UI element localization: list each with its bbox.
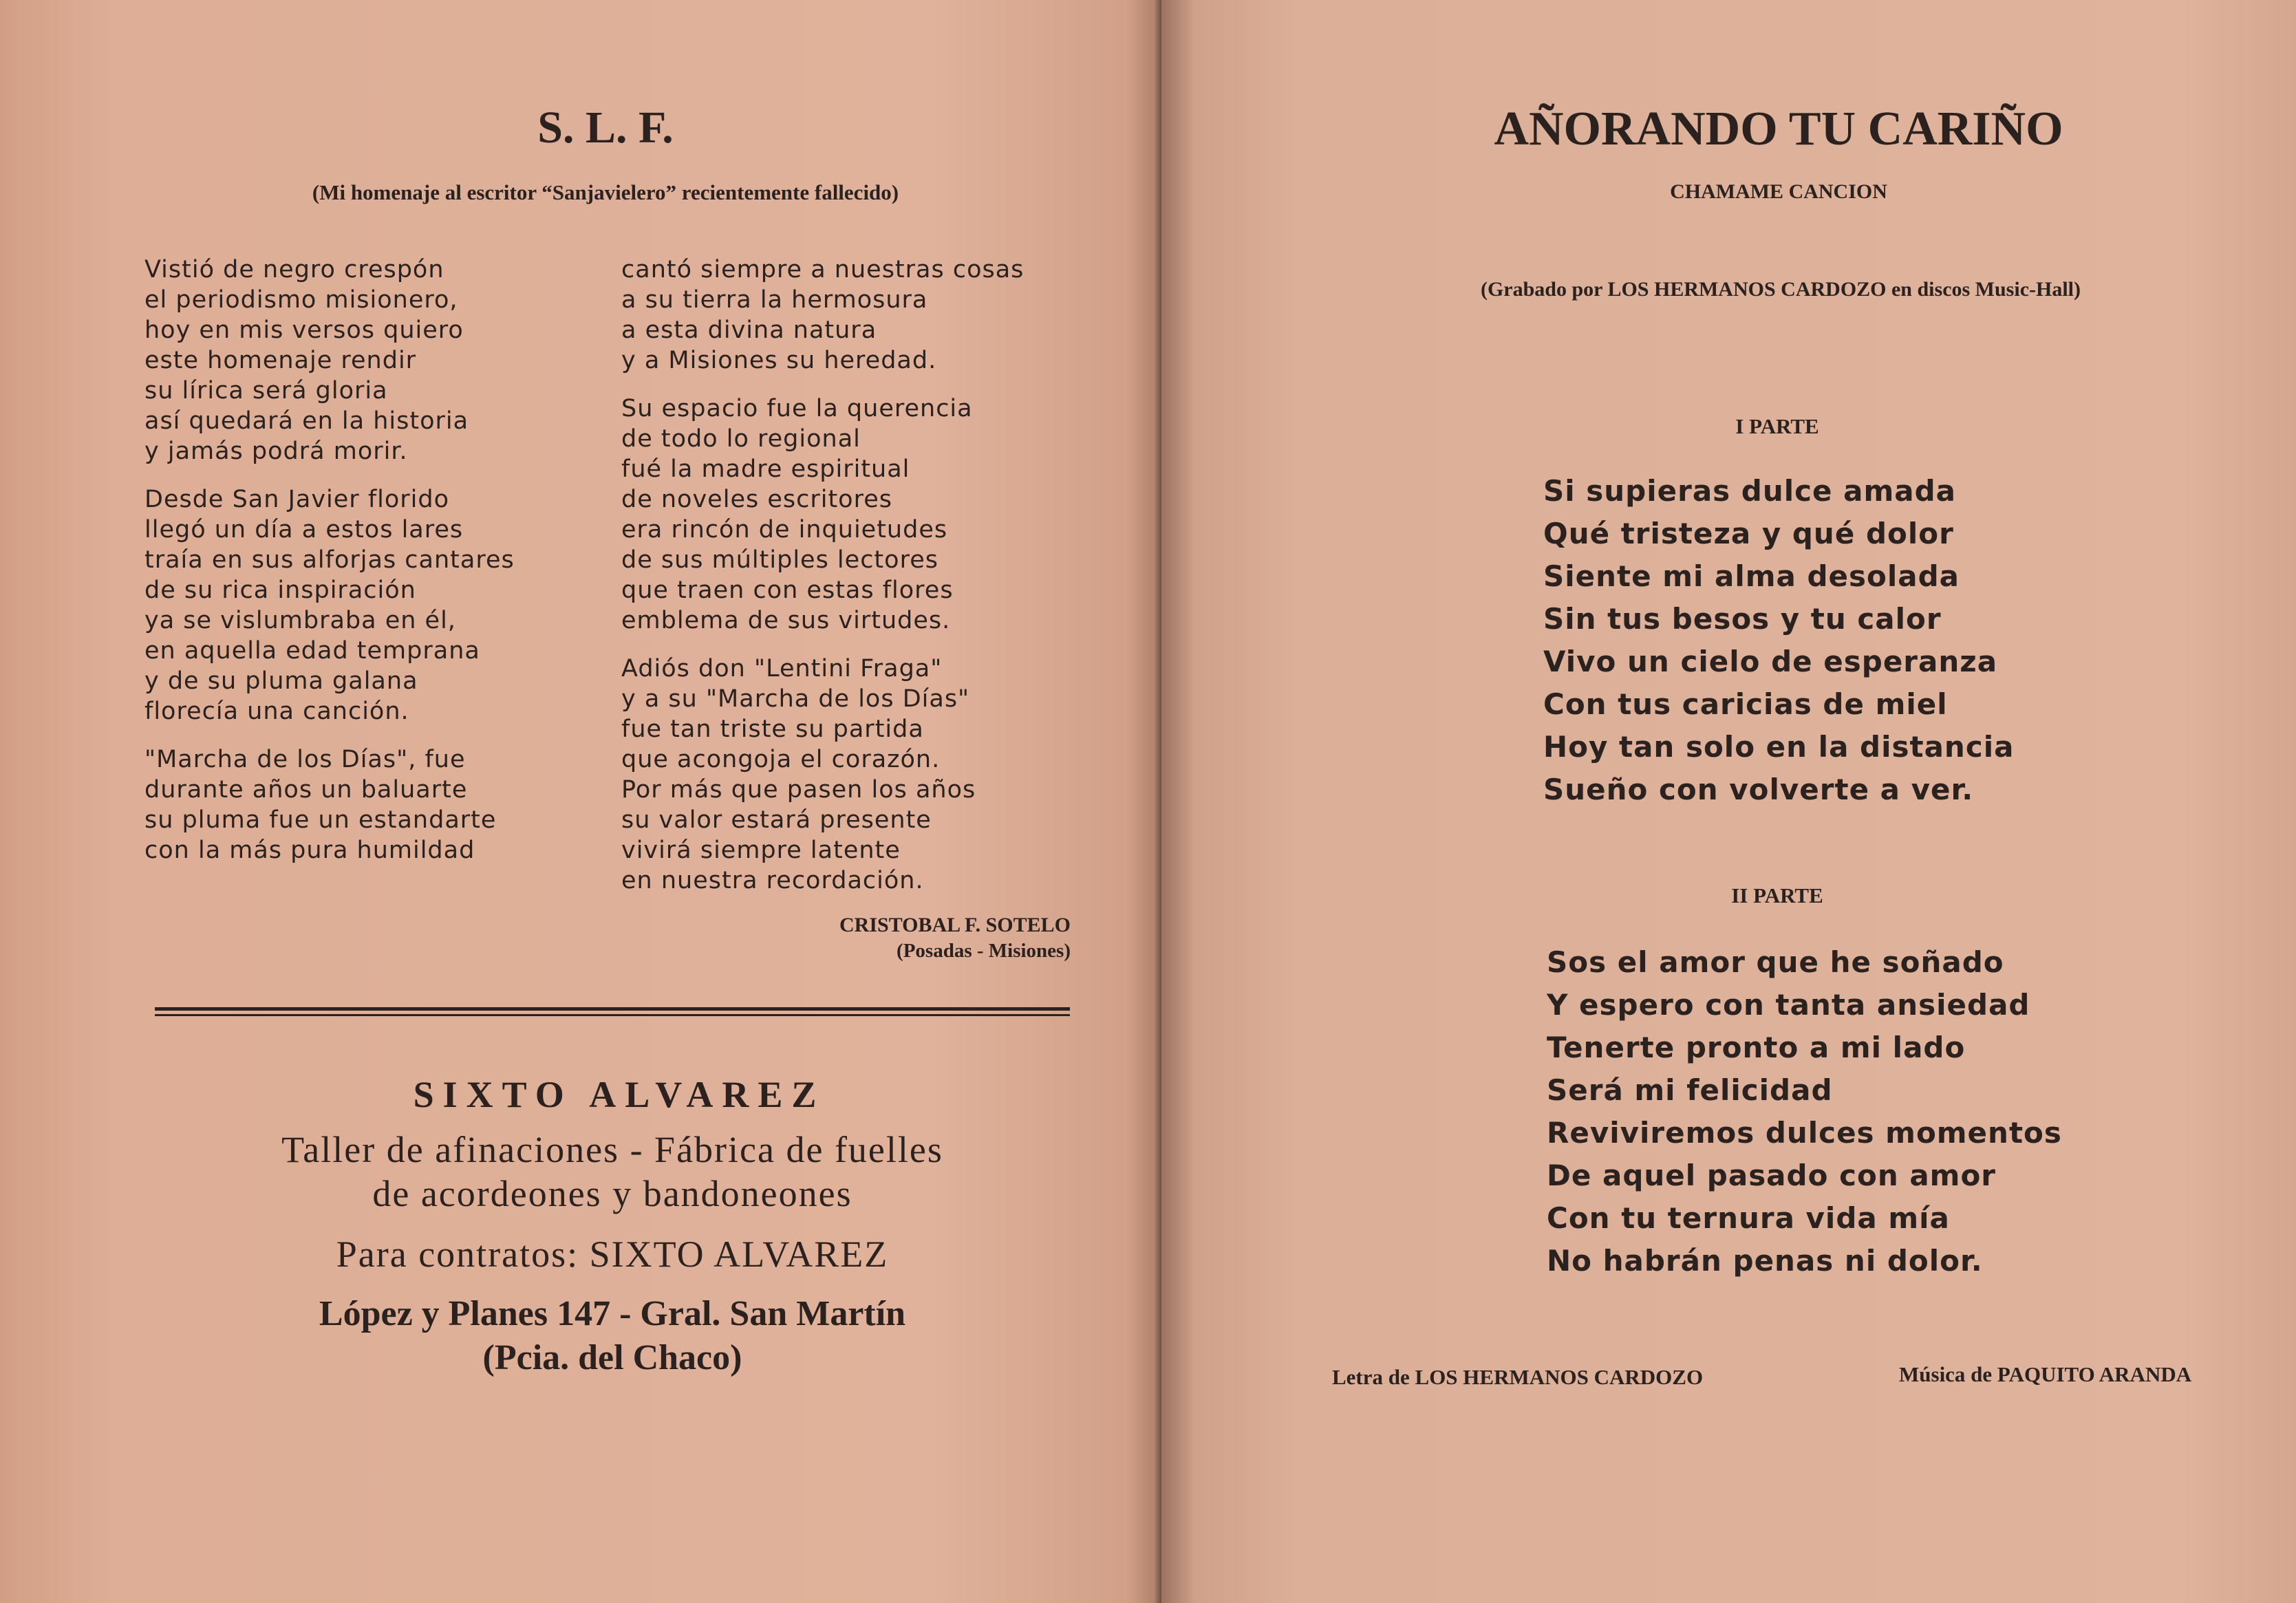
verse-line: el periodismo misionero,: [144, 286, 458, 314]
verse-line: traía en sus alforjas cantares: [144, 546, 515, 574]
verse-line: Su espacio fue la querencia: [621, 395, 973, 422]
verse-line: hoy en mis versos quiero: [144, 316, 464, 344]
verse-line: Si supieras dulce amada: [1543, 474, 1957, 508]
part-2-lyrics: [1547, 941, 2062, 1282]
verse-line: cantó siempre a nuestras cosas: [621, 256, 1024, 283]
music-credit: Música de PAQUITO ARANDA: [1899, 1362, 2192, 1386]
song-title: AÑORANDO TU CARIÑO: [1494, 103, 2063, 155]
verse-line: Adiós don "Lentini Fraga": [621, 655, 943, 682]
verse-line: No habrán penas ni dolor.: [1547, 1244, 1983, 1278]
verse-line: de todo lo regional: [621, 425, 861, 453]
ad-name: SIXTO ALVAREZ: [413, 1074, 826, 1115]
verse-line: Con tu ternura vida mía: [1547, 1201, 1950, 1235]
verse-line: y jamás podrá morir.: [144, 438, 408, 465]
verse-line: con la más pura humildad: [144, 837, 475, 864]
verse-line: a su tierra la hermosura: [621, 286, 928, 314]
verse-line: y de su pluma galana: [144, 667, 418, 695]
verse-line: vivirá siempre latente: [621, 837, 901, 864]
verse-line: Tenerte pronto a mi lado: [1547, 1031, 1966, 1064]
verse-line: así quedará en la historia: [144, 407, 469, 435]
verse-line: durante años un baluarte: [144, 776, 468, 804]
verse-line: Hoy tan solo en la distancia: [1543, 730, 2015, 764]
verse-line: llegó un día a estos lares: [144, 516, 464, 544]
verse-line: Sin tus besos y tu calor: [1543, 602, 1942, 636]
verse-line: Reviviremos dulces momentos: [1547, 1116, 2062, 1150]
verse-line: ya se vislumbraba en él,: [144, 607, 456, 634]
divider-rule: [155, 1007, 1070, 1011]
verse-line: era rincón de inquietudes: [621, 516, 948, 544]
verse-line: Vistió de negro crespón: [144, 256, 444, 283]
ad-address: López y Planes 147 - Gral. San Martín: [319, 1294, 906, 1333]
song-genre: CHAMAME CANCION: [1670, 180, 1887, 203]
verse-line: Será mi felicidad: [1547, 1073, 1833, 1107]
verse-line: que traen con estas flores: [621, 577, 954, 604]
verse-line: en aquella edad temprana: [144, 637, 480, 665]
stanza: [621, 394, 1024, 636]
poem-author: CRISTOBAL F. SOTELO: [839, 914, 1071, 936]
verse-line: de sus múltiples lectores: [621, 546, 938, 574]
poem-subtitle: (Mi homenaje al escritor “Sanjavielero” recientemente fallecido): [312, 180, 899, 204]
verse-line: Por más que pasen los años: [621, 776, 976, 804]
verse-line: su valor estará presente: [621, 806, 932, 834]
ad-line-1: Taller de afinaciones - Fábrica de fuelles: [281, 1129, 943, 1170]
verse-line: a esta divina natura: [621, 316, 877, 344]
right-page: [1161, 0, 2296, 1603]
part-1-label: I PARTE: [1735, 414, 1819, 438]
stanza: [621, 654, 1024, 896]
verse-line: Desde San Javier florido: [144, 486, 450, 513]
part-1-lyrics: [1543, 470, 2014, 811]
verse-line: de noveles escritores: [621, 486, 892, 513]
verse-line: fue tan triste su partida: [621, 716, 924, 743]
verse-line: Sos el amor que he soñado: [1547, 945, 2004, 979]
verse-line: su pluma fue un estandarte: [144, 806, 497, 834]
verse-line: emblema de sus virtudes.: [621, 607, 951, 634]
verse-line: su lírica será gloria: [144, 377, 388, 405]
part-2-label: II PARTE: [1731, 883, 1823, 907]
verse-line: Sueño con volverte a ver.: [1543, 773, 1974, 806]
stanza: [144, 255, 515, 466]
verse-line: este homenaje rendir: [144, 347, 417, 374]
divider-rule: [155, 1014, 1070, 1016]
verse-line: Con tus caricias de miel: [1543, 687, 1948, 721]
stanza: [621, 255, 1024, 376]
verse-line: y a su "Marcha de los Días": [621, 685, 970, 713]
verse-line: Siente mi alma desolada: [1543, 559, 1960, 593]
ad-contact: Para contratos: SIXTO ALVAREZ: [336, 1234, 889, 1275]
verse-line: "Marcha de los Días", fue: [144, 746, 466, 773]
poem-column-2: [621, 255, 1024, 914]
verse-line: Y espero con tanta ansiedad: [1547, 988, 2030, 1022]
poem-title: S. L. F.: [537, 103, 674, 153]
ad-province: (Pcia. del Chaco): [482, 1338, 742, 1377]
stanza: [144, 744, 515, 865]
verse-line: Vivo un cielo de esperanza: [1543, 645, 1998, 678]
song-recorded-by: (Grabado por LOS HERMANOS CARDOZO en discos Music-Hall): [1480, 278, 2081, 301]
verse-line: en nuestra recordación.: [621, 867, 924, 894]
verse-line: Qué tristeza y qué dolor: [1543, 517, 1954, 550]
verse-line: de su rica inspiración: [144, 577, 416, 604]
verse-line: que acongoja el corazón.: [621, 746, 941, 773]
verse-line: y a Misiones su heredad.: [621, 347, 937, 374]
verse-line: fué la madre espiritual: [621, 455, 910, 483]
lyrics-credit: Letra de LOS HERMANOS CARDOZO: [1332, 1365, 1704, 1389]
poem-column-1: [144, 255, 515, 883]
verse-line: florecía una canción.: [144, 698, 409, 725]
poem-author-place: (Posadas - Misiones): [897, 940, 1071, 962]
verse-line: De aquel pasado con amor: [1547, 1159, 1997, 1192]
ad-line-2: de acordeones y bandoneones: [372, 1173, 852, 1214]
stanza: [144, 484, 515, 727]
